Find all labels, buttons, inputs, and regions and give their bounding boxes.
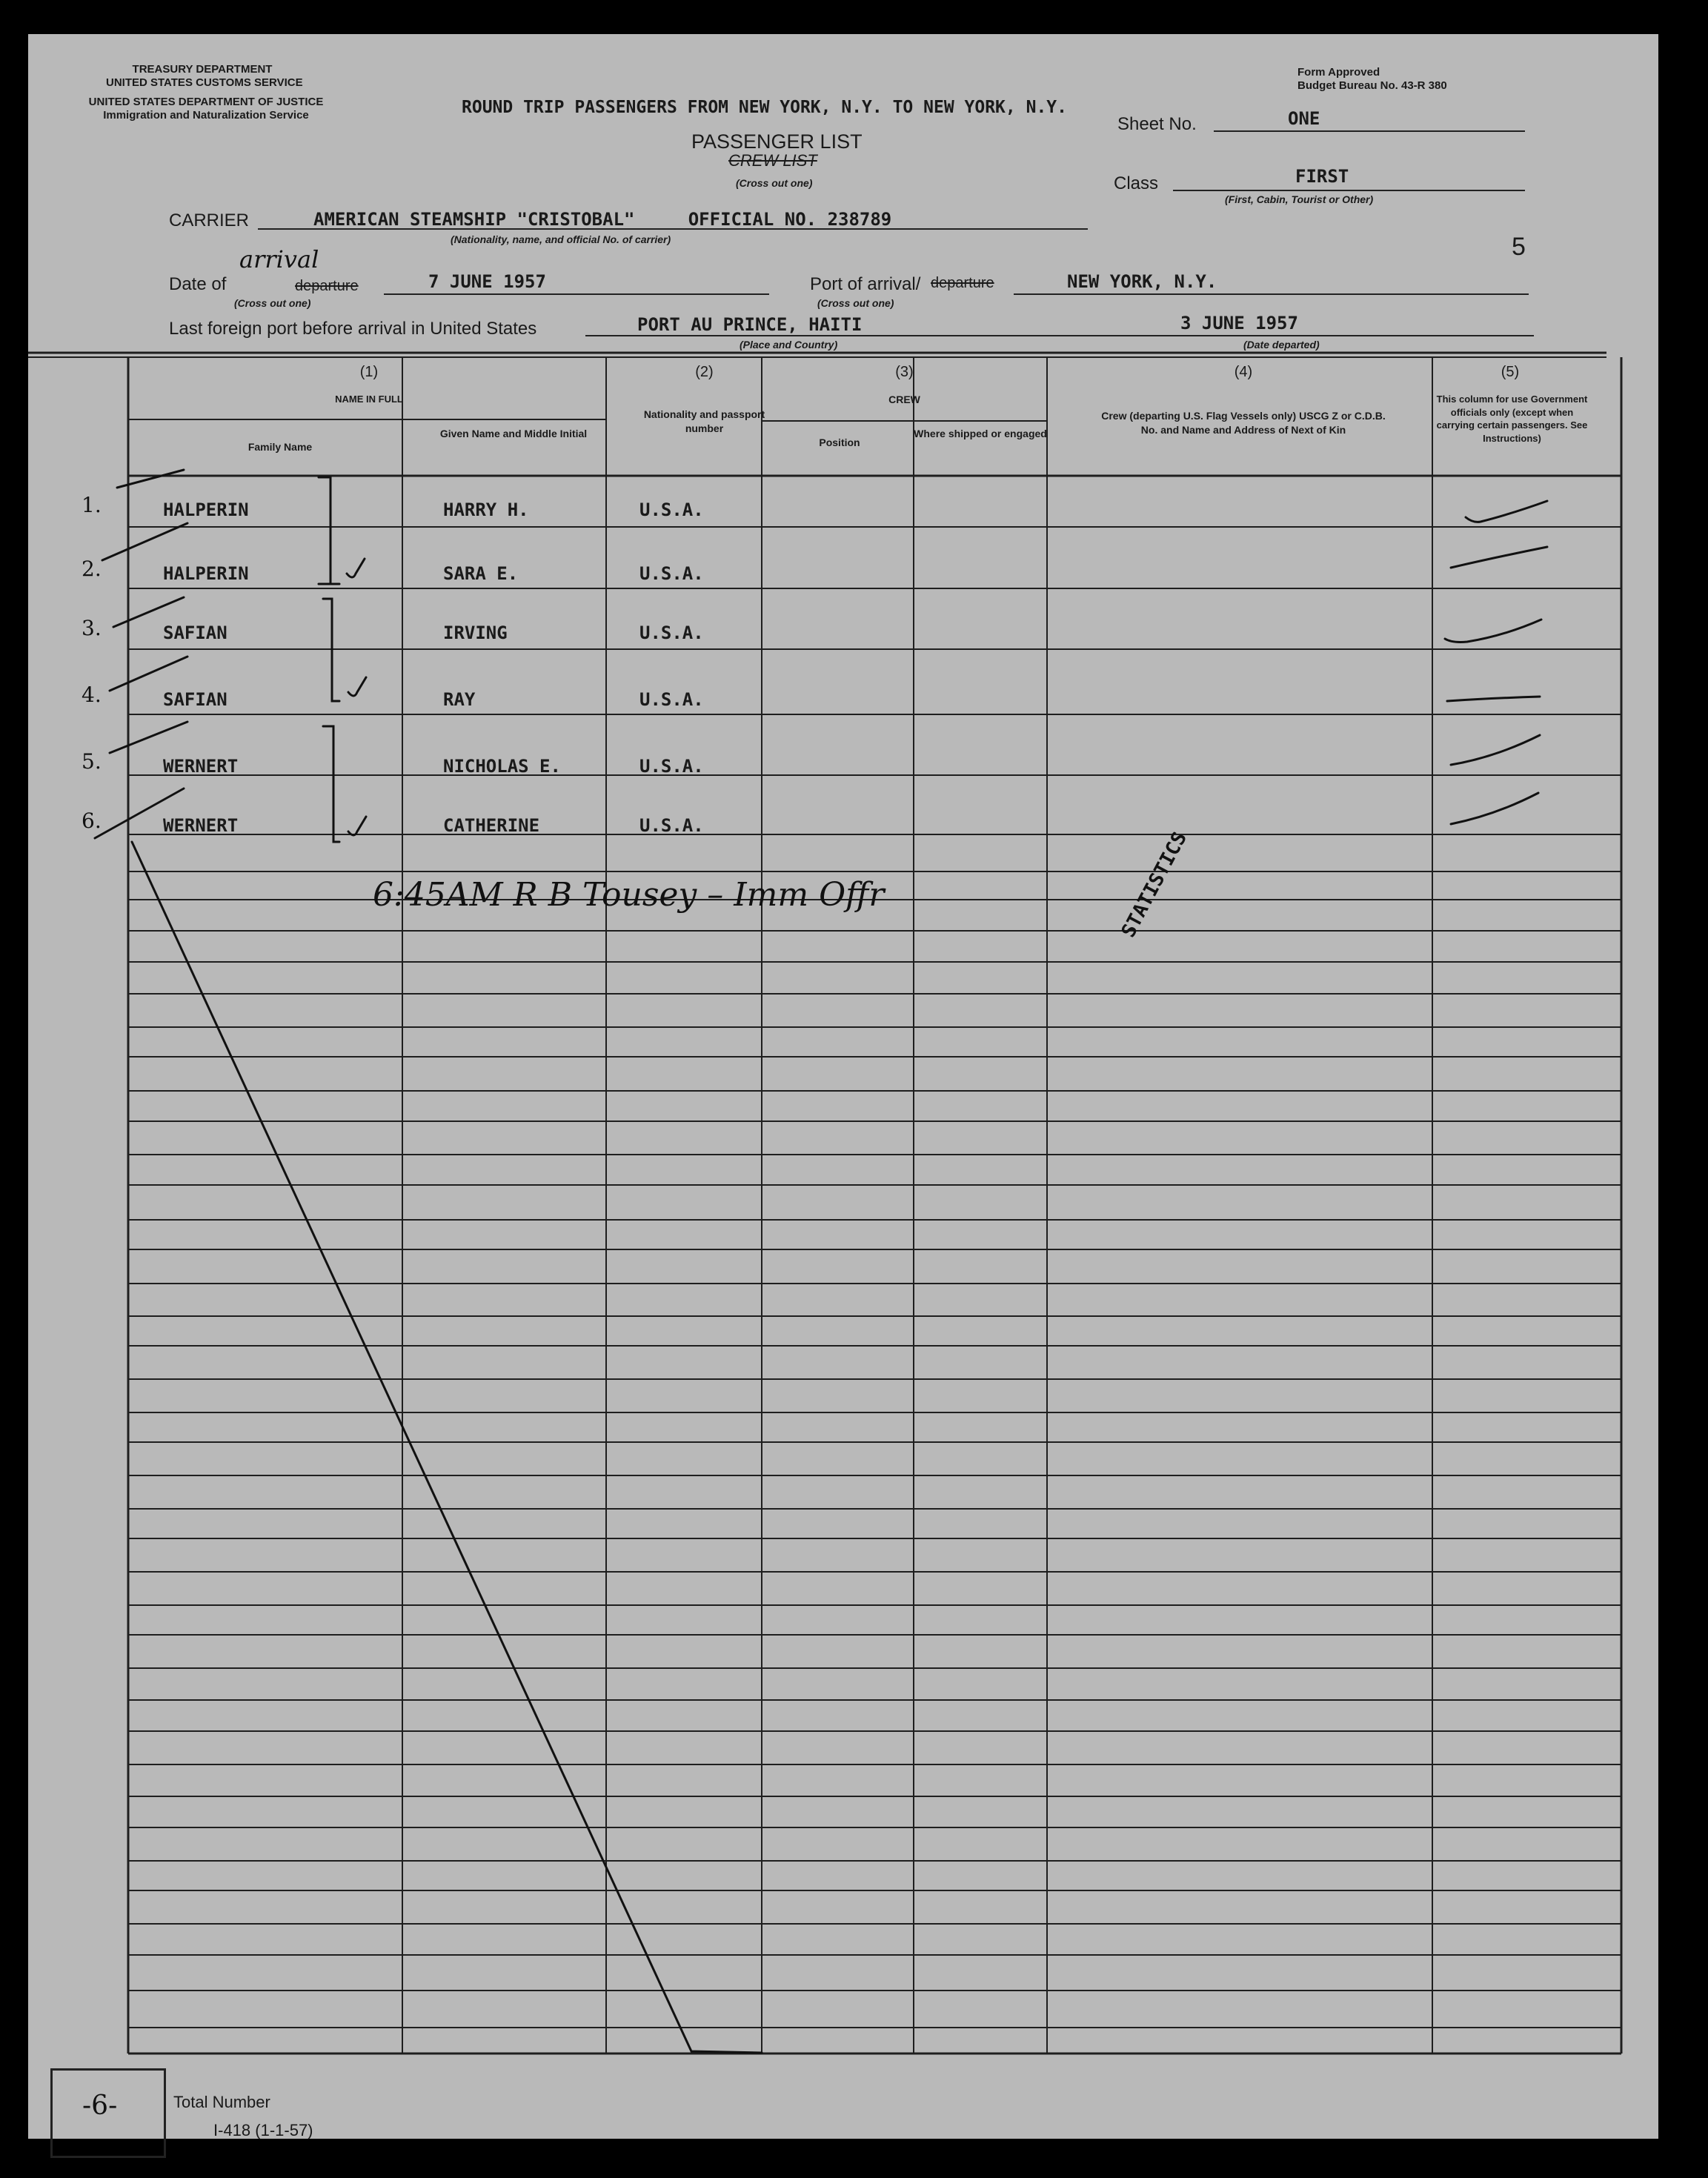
total-label: Total Number (173, 2093, 270, 2111)
budget-bureau: Budget Bureau No. 43-R 380 (1297, 79, 1447, 92)
form-number: I-418 (1-1-57) (213, 2121, 313, 2139)
cross-out-note: (Cross out one) (736, 177, 813, 189)
family-name: HALPERIN (163, 499, 249, 520)
col1a-family-name: Family Name (247, 441, 313, 453)
carrier-label: CARRIER (169, 210, 250, 230)
row-number: 6. (82, 809, 102, 833)
given-name: SARA E. (443, 563, 519, 584)
date-departed-note: (Date departed) (1243, 339, 1320, 351)
family-name: SAFIAN (163, 689, 227, 710)
given-name: NICHOLAS E. (443, 756, 561, 777)
nationality: U.S.A. (639, 563, 704, 584)
col2-number: (2) (695, 364, 714, 380)
given-name: RAY (443, 689, 476, 710)
last-port-note: (Place and Country) (740, 339, 838, 351)
carrier-note: (Nationality, name, and official No. of carrier) (451, 233, 671, 245)
family-name: WERNERT (163, 756, 239, 777)
page-number: 5 (1512, 233, 1526, 261)
col5-title: This column for use Government officials only (except when carrying certain passengers. See Instructions) (1436, 394, 1588, 444)
col4-title: Crew (departing U.S. Flag Vessels only) USCG Z or C.D.B. No. and Name and Address of Next of Kin (1101, 410, 1386, 436)
sheet-label: Sheet No. (1117, 114, 1197, 134)
date-cross-note: (Cross out one) (234, 297, 311, 309)
handwritten-annotation: 6:45AM R B Tousey – Imm Offr (373, 876, 885, 914)
col3a-position: Position (819, 436, 860, 448)
date-label: Date of (169, 274, 227, 294)
family-name: SAFIAN (163, 622, 227, 643)
date-departed-value: 3 JUNE 1957 (1180, 313, 1298, 333)
col4-number: (4) (1234, 364, 1253, 380)
col1-number: (1) (359, 364, 379, 380)
port-value: NEW YORK, N.Y. (1067, 271, 1217, 292)
col3-number: (3) (895, 364, 914, 380)
passenger-table-grid (28, 34, 1658, 2139)
date-handwritten: arrival (239, 245, 319, 273)
agency-ins: Immigration and Naturalization Service (103, 109, 309, 122)
row-number: 3. (82, 616, 102, 640)
class-note: (First, Cabin, Tourist or Other) (1225, 193, 1374, 205)
form-title: ROUND TRIP PASSENGERS FROM NEW YORK, N.Y. TO NEW YORK, N.Y. (462, 98, 1067, 117)
date-value: 7 JUNE 1957 (428, 271, 546, 292)
port-cross-note: (Cross out one) (817, 297, 894, 309)
class-value: FIRST (1295, 166, 1349, 187)
agency-justice: UNITED STATES DEPARTMENT OF JUSTICE (88, 96, 324, 108)
family-name: HALPERIN (163, 563, 249, 584)
agency-customs: UNITED STATES CUSTOMS SERVICE (106, 76, 303, 89)
row-number: 2. (82, 557, 102, 581)
nationality: U.S.A. (639, 815, 704, 836)
row-number: 1. (82, 493, 102, 517)
given-name: IRVING (443, 622, 508, 643)
list-type: PASSENGER LIST (691, 130, 863, 153)
agency-treasury: TREASURY DEPARTMENT (132, 63, 273, 76)
family-name: WERNERT (163, 815, 239, 836)
col1-title: NAME IN FULL (335, 394, 403, 405)
col3b-where-shipped: Where shipped or engaged (914, 428, 1047, 439)
nationality: U.S.A. (639, 499, 704, 520)
row-number: 5. (82, 749, 102, 774)
row-number: 4. (82, 683, 102, 707)
list-type-crossed: CREW LIST (728, 151, 817, 170)
given-name: CATHERINE (443, 815, 540, 836)
given-name: HARRY H. (443, 499, 529, 520)
form-approved: Form Approved (1297, 66, 1380, 79)
col5-number: (5) (1501, 364, 1520, 380)
statistics-stamp: STATISTICS (1117, 828, 1192, 942)
last-port-value: PORT AU PRINCE, HAITI (637, 314, 863, 335)
class-label: Class (1114, 173, 1159, 193)
col3-title: CREW (888, 394, 920, 405)
carrier-value: AMERICAN STEAMSHIP "CRISTOBAL" OFFICIAL NO. 238789 (313, 209, 892, 230)
nationality: U.S.A. (639, 689, 704, 710)
date-crossed: departure (295, 278, 359, 294)
sheet-value: ONE (1288, 108, 1320, 129)
nationality: U.S.A. (639, 622, 704, 643)
total-box (50, 2068, 166, 2158)
total-value: -6- (82, 2091, 118, 2121)
last-port-label: Last foreign port before arrival in United States (169, 319, 537, 339)
port-crossed: departure (931, 275, 994, 291)
col2-title: Nationality and passport number (643, 408, 765, 434)
col1b-given-name: Given Name and Middle Initial (439, 428, 588, 439)
document-page (28, 34, 1658, 2139)
port-label: Port of arrival/ (810, 274, 921, 294)
nationality: U.S.A. (639, 756, 704, 777)
